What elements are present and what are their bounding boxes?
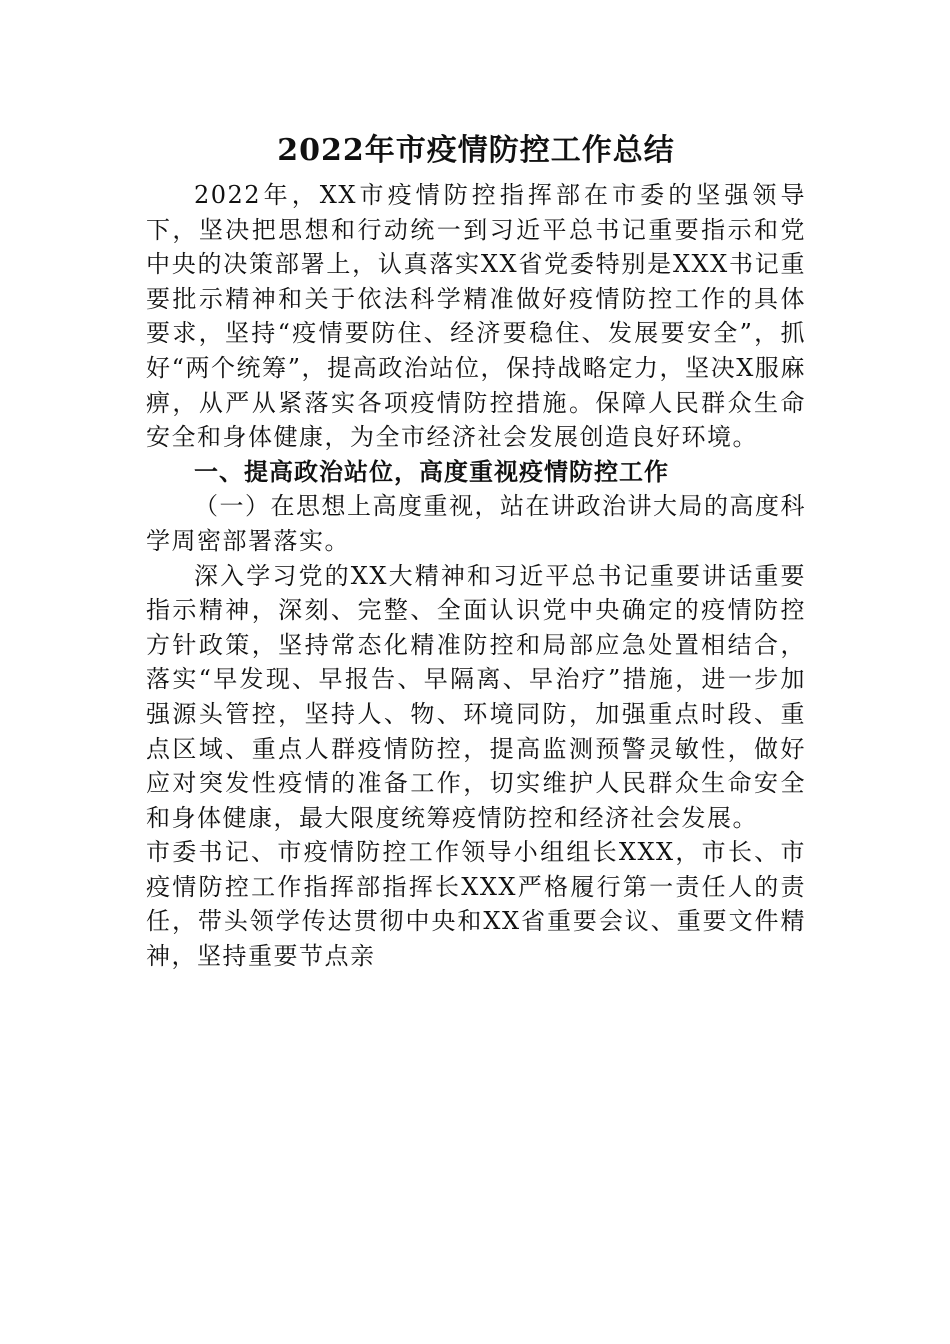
document-page <box>146 128 806 974</box>
section-heading: 一、提高政治站位，高度重视疫情防控工作 <box>194 457 669 486</box>
body-paragraph: 深入学习党的XX大精神和习近平总书记重要讲话重要指示精神，深刻、完整、全面认识党中央确定的疫情防控方针政策，坚持常态化精准防控和局部应急处置相结合，落实“早发现、早报告、早隔离、早治疗”措施，进一步加强源头管控，坚持人、物、环境同防，加强重点时段、重点区域、重点人群疫情防控，提高监测预警灵敏性，做好应对突发性疫情的准备工作，切实维护人民群众生命安全和身体健康，最大限度统筹疫情防控和经济社会发展。 <box>146 561 806 832</box>
intro-paragraph: 2022年，XX市疫情防控指挥部在市委的坚强领导下，坚决把思想和行动统一到习近平总书记重要指示和党中央的决策部署上，认真落实XX省党委特别是XXX书记重要批示精神和关于依法科学精准做好疫情防控工作的具体要求，坚持“疫情要防住、经济要稳住、发展要安全”，抓好“两个统筹”，提高政治站位，保持战略定力，坚决X服麻痹，从严从紧落实各项疫情防控措施。保障人民群众生命安全和身体健康，为全市经济社会发展创造良好环境。 <box>146 181 806 452</box>
continuation-paragraph: 市委书记、市疫情防控工作领导小组组长XXX，市长、市疫情防控工作指挥部指挥长XXX严格履行第一责任人的责任，带头领学传达贯彻中央和XX省重要会议、重要文件精神，坚持重要节点亲 <box>146 838 806 971</box>
subsection-heading: （一）在思想上高度重视，站在讲政治讲大局的高度科学周密部署落实。 <box>146 492 806 555</box>
document-title: 2022年市疫情防控工作总结 <box>277 133 675 168</box>
